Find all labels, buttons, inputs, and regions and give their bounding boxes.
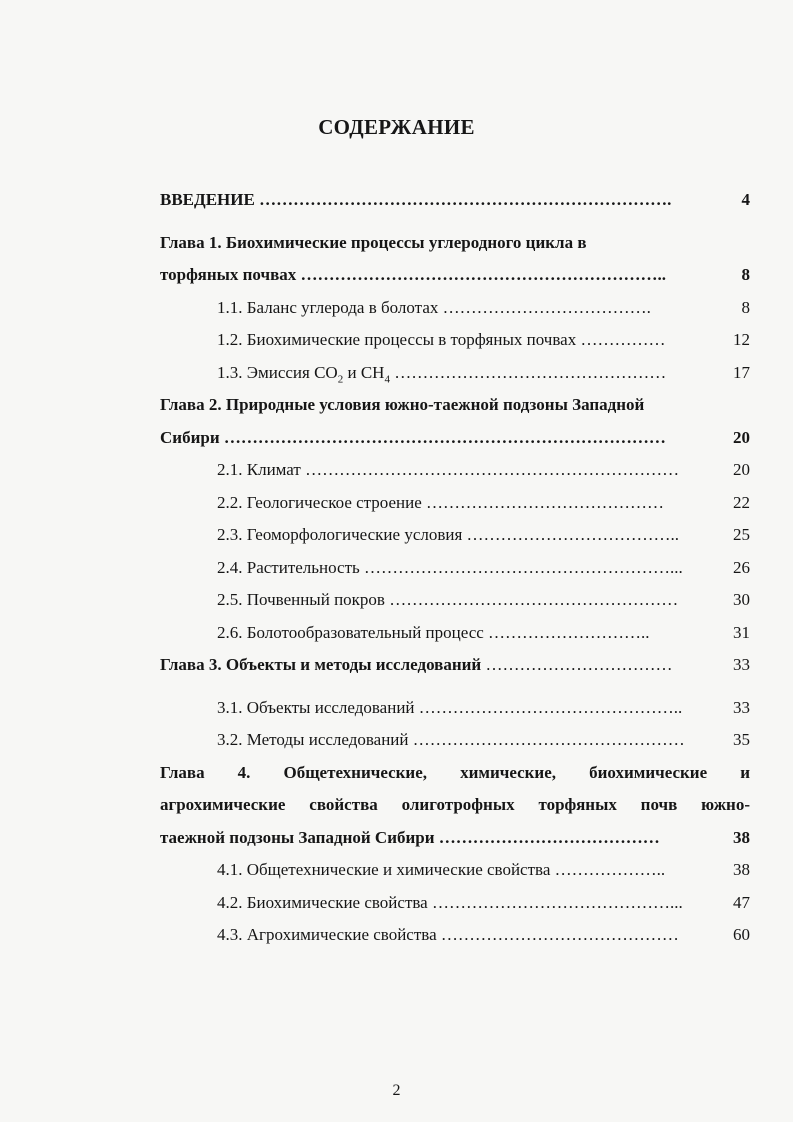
toc-entry-text: 2.3. Геоморфологические условия ……………………………….. [217, 525, 680, 544]
toc-entry-chapter-4-line-1 [160, 757, 750, 790]
toc-page-number: 47 [733, 892, 750, 912]
toc-page-number: 38 [733, 827, 750, 847]
toc-entry-text: 4.1. Общетехнические и химические свойства ……………….. [217, 860, 666, 879]
toc-entry-text: 1.3. Эмиссия $CO_2$ и $CH_4$ ………………………………………… [217, 362, 667, 385]
toc-entry-2-2 [160, 487, 750, 520]
toc-entry-text: 1.1. Баланс углерода в болотах ………………………………. [217, 297, 651, 317]
toc-page-number: 4 [741, 190, 750, 209]
toc-page-number: 20 [733, 427, 750, 447]
toc-entry-4-3 [160, 919, 750, 952]
toc-entry-text: Глава 3. Объекты и методы исследований …………………………… [160, 655, 673, 674]
page-number: 2 [392, 1082, 401, 1099]
toc-page-number: 60 [733, 925, 750, 944]
toc-entry-3-1 [160, 692, 750, 725]
toc-page-number: 38 [733, 860, 750, 879]
toc-page-number: 33 [733, 697, 750, 717]
toc-entry-text: 3.1. Объекты исследований ……………………………………….. [217, 697, 683, 717]
toc-page-number: 30 [733, 590, 750, 609]
toc-entry-text: 2.4. Растительность ………………………………………………... [217, 557, 683, 577]
toc-entry-text: ВВЕДЕНИЕ ………………………………………………………………. [160, 190, 672, 209]
toc-entry-text: 4.3. Агрохимические свойства …………………………………… [217, 925, 679, 944]
toc-entry-text: 2.6. Болотообразовательный процесс ……………………….. [217, 622, 650, 642]
toc-entry-chapter-4 [160, 822, 750, 855]
toc-entry-chapter-1 [160, 259, 750, 292]
toc-page-number: 26 [733, 557, 750, 577]
toc-entry-3-2 [160, 724, 750, 757]
toc-entry-text: Глава 4. Общетехнические, химические, биохимические и [160, 762, 750, 782]
toc-entry-chapter-1-line-1 [160, 227, 750, 260]
toc-page-number: 22 [733, 492, 750, 512]
page-title: СОДЕРЖАНИЕ [318, 115, 475, 139]
toc-entry-text: агрохимические свойства олиготрофных торфяных почв южно- [160, 795, 750, 814]
toc-entry-4-1 [160, 854, 750, 887]
toc-page-number: 8 [741, 265, 750, 284]
toc-entry-2-5 [160, 584, 750, 617]
toc-entry-text: 2.2. Геологическое строение …………………………………… [217, 492, 665, 512]
toc-page-number: 35 [733, 730, 750, 749]
toc-entry-1-1 [160, 292, 750, 325]
toc-entry-2-4 [160, 552, 750, 585]
toc-page-number: 8 [741, 297, 750, 317]
toc-entry-chapter-3 [160, 649, 750, 682]
toc-entry-text: 4.2. Биохимические свойства ……………………………………... [217, 892, 683, 912]
toc-entry-chapter-2 [160, 422, 750, 455]
toc-entry-2-6 [160, 617, 750, 650]
toc-page-number: 25 [733, 525, 750, 544]
toc-entry-intro [160, 184, 750, 217]
toc-page-number: 17 [733, 362, 750, 382]
toc-entry-1-2 [160, 324, 750, 357]
toc-entry-text: 3.2. Методы исследований ………………………………………… [217, 730, 685, 749]
table-of-contents [160, 184, 750, 952]
toc-entry-chapter-4-line-2 [160, 789, 750, 822]
toc-entry-text: Глава 1. Биохимические процессы углеродного цикла в [160, 232, 587, 252]
toc-page-number: 20 [733, 460, 750, 479]
toc-entry-chapter-2-line-1 [160, 389, 750, 422]
toc-entry-text: 2.5. Почвенный покров …………………………………………… [217, 590, 679, 609]
toc-entry-text: 2.1. Климат ………………………………………………………… [217, 460, 680, 479]
toc-entry-1-3 [160, 357, 750, 390]
toc-entry-text: Глава 2. Природные условия южно-таежной подзоны Западной [160, 395, 645, 414]
toc-page-number: 31 [733, 622, 750, 642]
toc-entry-text: Сибири …………………………………………………………………… [160, 427, 666, 447]
toc-entry-4-2 [160, 887, 750, 920]
toc-page-number: 12 [733, 330, 750, 349]
toc-entry-2-1 [160, 454, 750, 487]
toc-entry-2-3 [160, 519, 750, 552]
toc-page-number: 33 [733, 655, 750, 674]
toc-entry-text: торфяных почвах ……………………………………………………….. [160, 265, 667, 284]
toc-entry-text: 1.2. Биохимические процессы в торфяных почвах …………… [217, 330, 666, 349]
toc-entry-text: таежной подзоны Западной Сибири ………………………………… [160, 827, 660, 847]
